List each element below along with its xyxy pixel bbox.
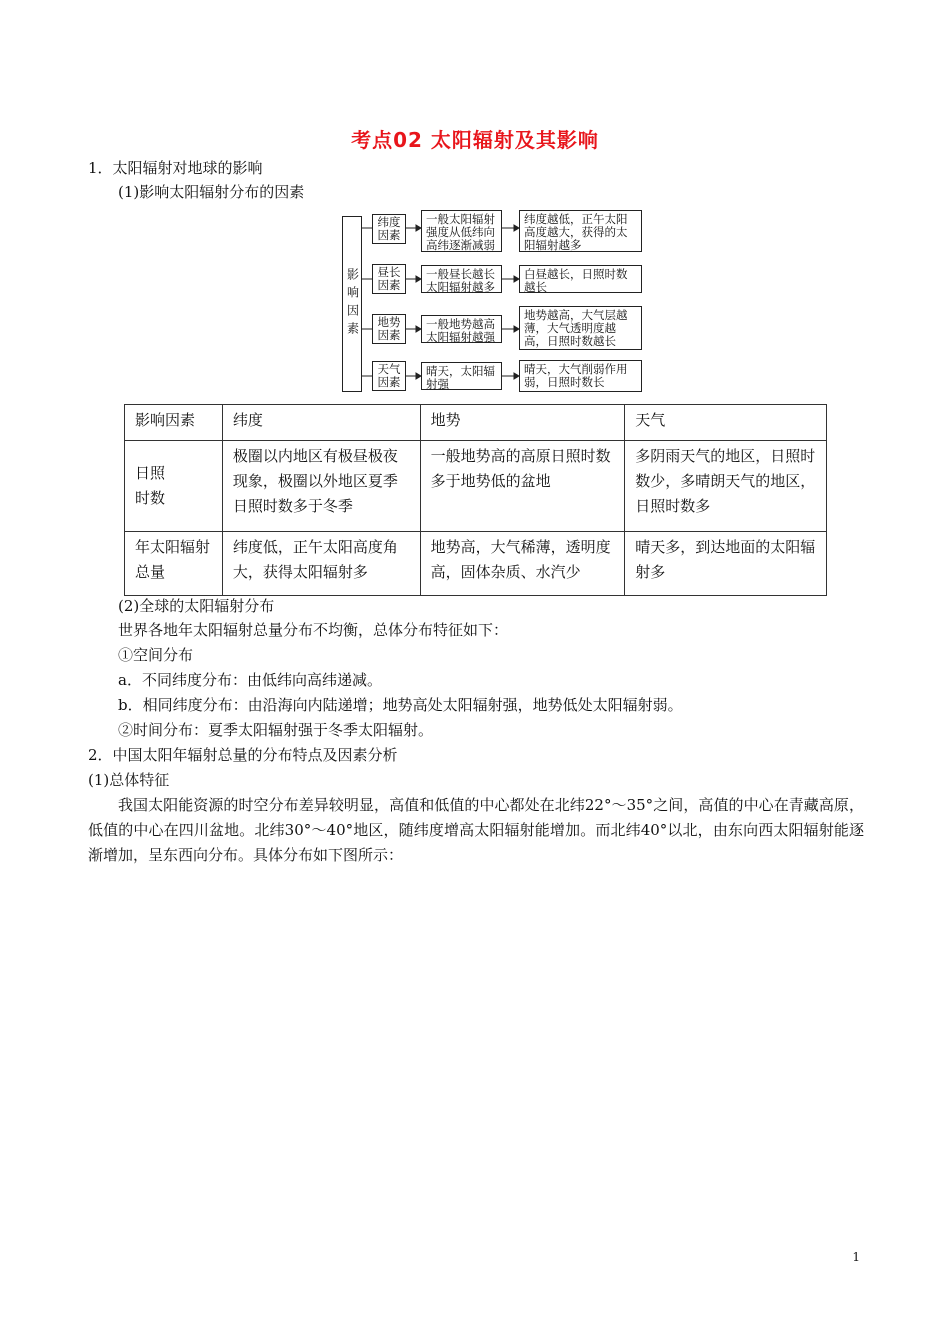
section2-sub1: (1)总体特征 (88, 771, 170, 789)
diagram-rule-weather: 晴天，太阳辐射强 (421, 362, 502, 390)
section1-intro: 世界各地年太阳辐射总量分布不均衡，总体分布特征如下： (118, 621, 509, 639)
diagram-factor-weather: 天气因素 (372, 361, 406, 391)
diagram-result-terrain: 地势越高，大气层越薄，大气透明度越高，日照时数越长 (519, 306, 642, 350)
section1-item-a: a．不同纬度分布：由低纬向高纬递减。 (118, 671, 382, 689)
diagram-rule-latitude: 一般太阳辐射强度从低纬向高纬逐渐减弱 (421, 210, 502, 252)
page-title: 考点02 太阳辐射及其影响 (351, 128, 599, 152)
table-header-cell: 地势 (420, 405, 625, 441)
table-header-row (125, 405, 827, 441)
table-cell: 一般地势高的高原日照时数多于地势低的盆地 (420, 441, 625, 532)
diagram-factor-daylength: 昼长因素 (372, 264, 406, 294)
table-cell: 纬度低，正午太阳高度角大，获得太阳辐射多 (222, 532, 420, 596)
diagram-rule-terrain: 一般地势越高太阳辐射越强 (421, 315, 502, 343)
page-number: 1 (852, 1250, 860, 1264)
diagram-factor-terrain: 地势因素 (372, 314, 406, 344)
section1-heading: 1．太阳辐射对地球的影响 (88, 159, 263, 177)
table-cell: 日照 时数 (125, 441, 223, 532)
diagram-rule-daylength: 一般昼长越长太阳辐射越多 (421, 265, 502, 293)
table-row (125, 532, 827, 596)
table-header-cell: 天气 (625, 405, 827, 441)
diagram-result-weather: 晴天，大气削弱作用弱，日照时数长 (519, 360, 642, 392)
section1-spatial: ①空间分布 (118, 646, 194, 664)
table-cell: 多阴雨天气的地区，日照时数少，多晴朗天气的地区，日照时数多 (625, 441, 827, 532)
table-cell: 极圈以内地区有极昼极夜现象，极圈以外地区夏季日照时数多于冬季 (222, 441, 420, 532)
table-cell: 地势高，大气稀薄，透明度高，固体杂质、水汽少 (420, 532, 625, 596)
factor-diagram (340, 208, 645, 398)
section2-paragraph: 我国太阳能资源的时空分布差异较明显，高值和低值的中心都处在北纬22°～35°之间，高值的中心在青藏高原，低值的中心在四川盆地。北纬30°～40°地区，随纬度增高太阳辐射能增加。而北纬40°以北，由东向西太阳辐射能逐渐增加，呈东西向分布。具体分布如下图所示： (88, 796, 864, 864)
section1-item-b: b．相同纬度分布：由沿海向内陆递增；地势高处太阳辐射强，地势低处太阳辐射弱。 (118, 696, 683, 714)
section1-sub2: (2)全球的太阳辐射分布 (118, 597, 275, 615)
section1-sub1: (1)影响太阳辐射分布的因素 (118, 183, 305, 201)
table-cell: 晴天多，到达地面的太阳辐射多 (625, 532, 827, 596)
table-cell: 年太阳辐射总量 (125, 532, 223, 596)
diagram-factor-latitude: 纬度因素 (372, 214, 406, 244)
factor-table (124, 404, 827, 596)
table-row (125, 441, 827, 532)
diagram-result-daylength: 白昼越长，日照时数越长 (519, 265, 642, 293)
table-header-cell: 纬度 (222, 405, 420, 441)
table-header-cell: 影响因素 (125, 405, 223, 441)
diagram-root: 影响因素 (342, 216, 362, 392)
section2-heading: 2．中国太阳年辐射总量的分布特点及因素分析 (88, 746, 398, 764)
diagram-result-latitude: 纬度越低，正午太阳高度越大，获得的太阳辐射越多 (519, 210, 642, 252)
section1-temporal: ②时间分布：夏季太阳辐射强于冬季太阳辐射。 (118, 721, 434, 739)
